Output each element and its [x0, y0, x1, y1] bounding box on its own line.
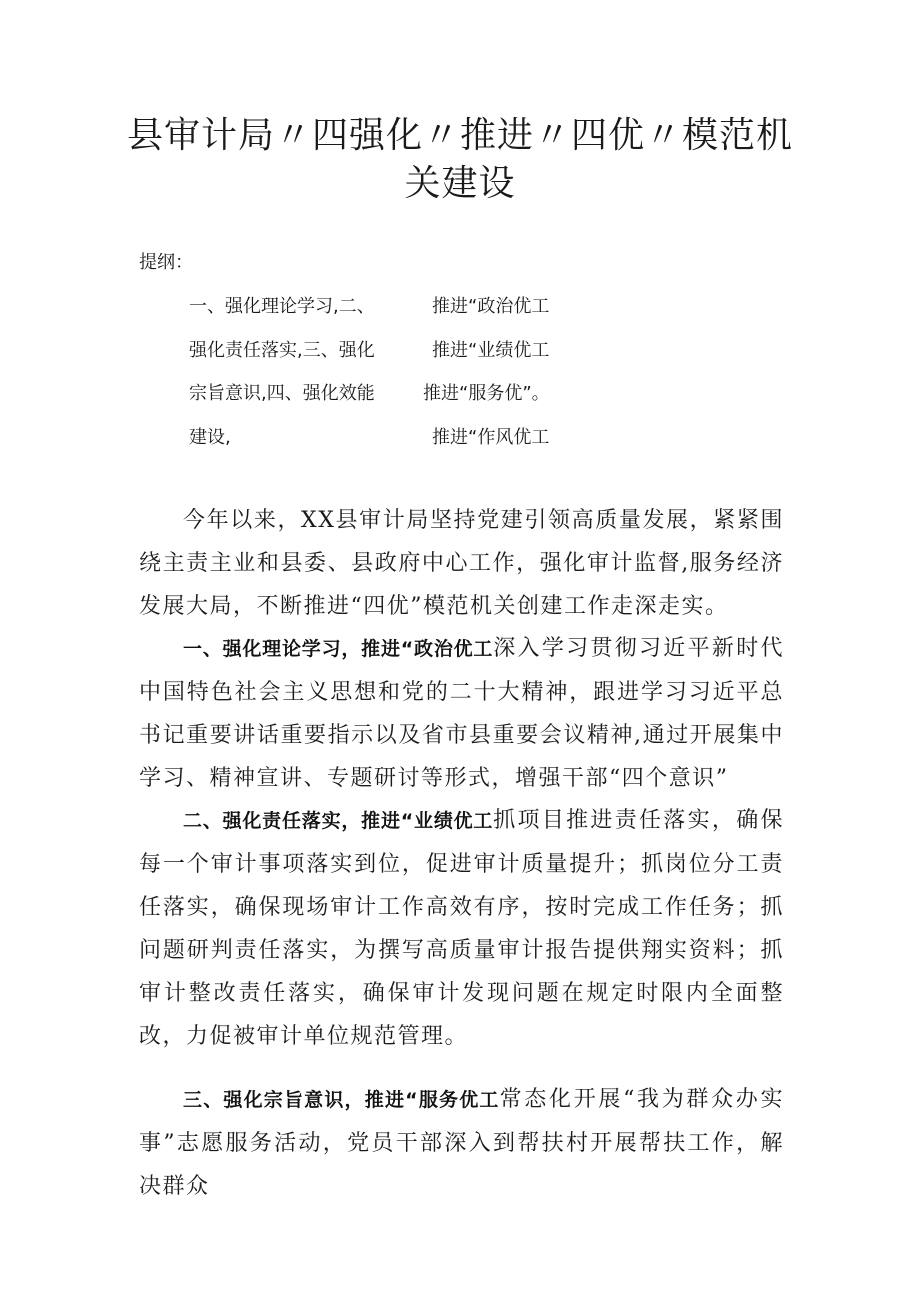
section-1-body: 深入学习贯彻习近平新时代中国特色社会主义思想和党的二十大精神，跟进学习习近平总书记重要讲话重要指示以及省市县重要会议精神,通过开展集中学习、精神宣讲、专题研讨等形式，增强干部“四个意识”	[139, 636, 784, 791]
outline-left-line-4: 建设,	[189, 427, 231, 448]
section-2-heading: 二、强化责任落实，推进“业绩优工	[183, 810, 494, 832]
outline-label: 提纲：	[139, 252, 193, 273]
outline-left-line-2: 强化责任落实,三、强化	[189, 340, 375, 361]
section-2-paragraph	[139, 799, 784, 1058]
section-3-paragraph	[139, 1078, 784, 1208]
section-2-body: 抓项目推进责任落实，确保每一个审计事项落实到位，促进审计质量提升；抓岗位分工责任落实，确保现场审计工作高效有序，按时完成工作任务；抓问题研判责任落实，为撰写高质量审计报告提供翔实资料；抓审计整改责任落实，确保审计发现问题在规定时限内全面整改，力促被审计单位规范管理。	[139, 808, 784, 1049]
outline-right-line-1: 推进“政治优工	[432, 296, 550, 317]
section-1-paragraph	[139, 627, 784, 800]
title-line-2: 关建设	[404, 163, 516, 204]
document-title	[110, 112, 810, 208]
outline-left-line-1: 一、强化理论学习,二、	[189, 296, 375, 317]
outline-left-line-3: 宗旨意识,四、强化效能	[189, 383, 375, 404]
section-3-body: 常态化开展“我为群众办实事”志愿服务活动，党员干部深入到帮扶村开展帮扶工作，解决群众	[139, 1087, 784, 1199]
section-1-heading: 一、强化理论学习，推进“政治优工	[183, 638, 494, 660]
outline-right-line-2: 推进“业绩优工	[432, 340, 550, 361]
intro-paragraph: 今年以来，XX县审计局坚持党建引领高质量发展，紧紧围绕主责主业和县委、县政府中心工作，强化审计监督,服务经济发展大局，不断推进“四优”模范机关创建工作走深走实。	[139, 508, 784, 619]
section-3-heading: 三、强化宗旨意识，推进“服务优工	[183, 1089, 500, 1111]
title-line-1: 县审计局〃四强化〃推进〃四优〃模范机	[126, 115, 793, 156]
outline-right-line-3: 推进“服务优”。	[423, 383, 550, 404]
outline-right-line-4: 推进“作风优工	[432, 427, 550, 448]
